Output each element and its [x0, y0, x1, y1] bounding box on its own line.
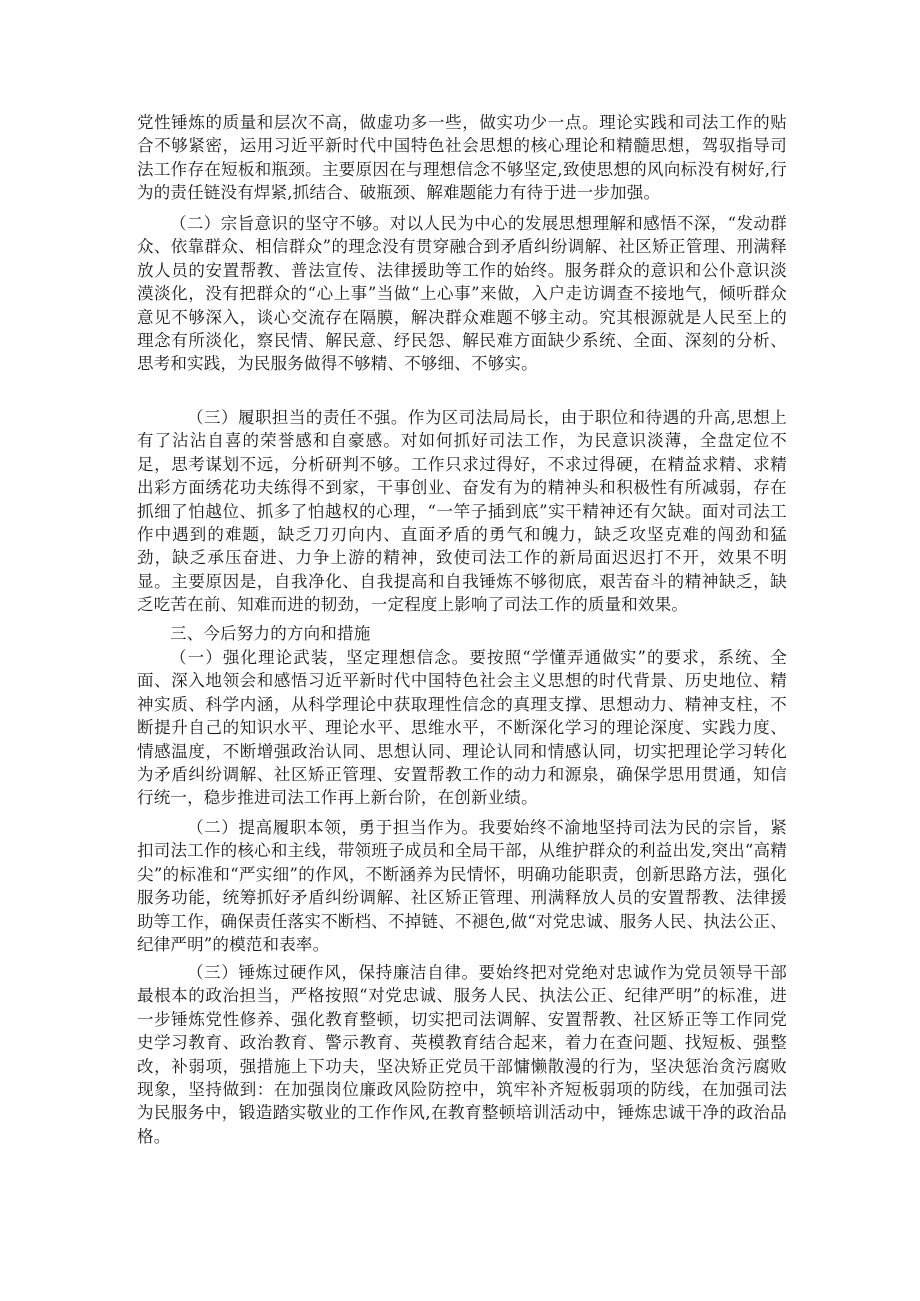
paragraph-block-2 [137, 212, 787, 376]
paragraph-block-1 [137, 111, 787, 205]
paragraph-integrity-discipline: （三）锤炼过硬作风，保持廉洁自律。要始终把对党绝对忠诚作为党员领导干部最根本的政治担当，严格按照“对党忠诚、服务人民、执法公正、纪律严明”的标准，进一步锤炼党性修养、强化教育整顿，切实把司法调解、安置帮教、社区矫正等工作同党史学习教育、政治教育、警示教育、英模教育结合起来，着力在查问题、找短板、强整改，补弱项，强措施上下功夫，坚决矫正党员干部慵懒散漫的行为，坚决惩治贪污腐败现象，坚持做到：在加强岗位廉政风险防控中，筑牢补齐短板弱项的防线，在加强司法为民服务中，锻造踏实敬业的工作作风,在教育整顿培训活动中，锤炼忠诚干净的政治品格。 [137, 963, 787, 1146]
paragraph-block-5 [137, 816, 787, 956]
heading-block [137, 622, 787, 645]
paragraph-block-6 [137, 961, 787, 1148]
section-heading-future-direction: 三、今后努力的方向和措施 [170, 624, 371, 643]
paragraph-block-4 [137, 646, 787, 810]
paragraph-duty-responsibility: （三）履职担当的责任不强。作为区司法局局长，由于职位和待遇的升高,思想上有了沾沾自喜的荣誉感和自豪感。对如何抓好司法工作，为民意识淡薄，全盘定位不足，思考谋划不远，分析研判不够。工作只求过得好，不求过得硬，在精益求精、求精出彩方面绣花功夫练得不到家，干事创业、奋发有为的精神头和积极性有所减弱，存在抓细了怕越位、抓多了怕越权的心理，“一竿子插到底”实干精神还有欠缺。面对司法工作中遇到的难题，缺乏刀刃向内、直面矛盾的勇气和魄力，缺乏攻坚克难的闯劲和猛劲，缺乏承压奋进、力争上游的精神，致使司法工作的新局面迟迟打不开，效果不明显。主要原因是，自我净化、自我提高和自我锤炼不够彻底，艰苦奋斗的精神缺乏，缺乏吃苦在前、知难而进的韧劲，一定程度上影响了司法工作的质量和效果。 [137, 408, 787, 615]
paragraph-improve-capability: （二）提高履职本领，勇于担当作为。我要始终不渝地坚持司法为民的宗旨，紧扣司法工作的核心和主线，带领班子成员和全局干部，从维护群众的利益出发,突出“高精尖”的标准和“严实细”的作风，不断涵养为民情怀，明确功能职责，创新思路方法，强化服务功能，统筹抓好矛盾纠纷调解、社区矫正管理、刑满释放人员的安置帮教、法律援助等工作，确保责任落实不断档、不掉链、不褪色,做“对党忠诚、服务人民、执法公正、纪律严明”的模范和表率。 [137, 818, 787, 955]
paragraph-purpose-awareness: （二）宗旨意识的坚守不够。对以人民为中心的发展思想理解和感悟不深，“发动群众、依靠群众、相信群众”的理念没有贯穿融合到矛盾纠纷调解、社区矫正管理、刑满释放人员的安置帮教、普法宣传、法律援助等工作的始终。服务群众的意识和公仆意识淡漠淡化，没有把群众的“心上事”当做“上心事”来做，入户走访调查不接地气，倾听群众意见不够深入，谈心交流存在隔膜，解决群众难题不够主动。究其根源就是人民至上的理念有所淡化，察民情、解民意、纾民怨、解民难方面缺少系统、全面、深刻的分析、思考和实践，为民服务做得不够精、不够细、不够实。 [137, 214, 787, 374]
paragraph-block-3 [137, 406, 787, 617]
paragraph-party-spirit: 党性锤炼的质量和层次不高，做虚功多一些，做实功少一点。理论实践和司法工作的贴合不够紧密，运用习近平新时代中国特色社会思想的核心理论和精髓思想，驾驭指导司法工作存在短板和瓶颈。主要原因在与理想信念不够坚定,致使思想的风向标没有树好,行为的责任链没有焊紧,抓结合、破瓶颈、解难题能力有待于进一步加强。 [137, 113, 787, 203]
paragraph-theory-armament: （一）强化理论武装，坚定理想信念。要按照“学懂弄通做实”的要求，系统、全面、深入地领会和感悟习近平新时代中国特色社会主义思想的时代背景、历史地位、精神实质、科学内涵，从科学理论中获取理性信念的真理支撑、思想动力、精神支柱，不断提升自己的知识水平、理论水平、思维水平，不断深化学习的理论深度、实践力度、情感温度，不断增强政治认同、思想认同、理论认同和情感认同，切实把理论学习转化为矛盾纠纷调解、社区矫正管理、安置帮教工作的动力和源泉，确保学思用贯通，知信行统一，稳步推进司法工作再上新台阶，在创新业绩。 [137, 648, 787, 808]
